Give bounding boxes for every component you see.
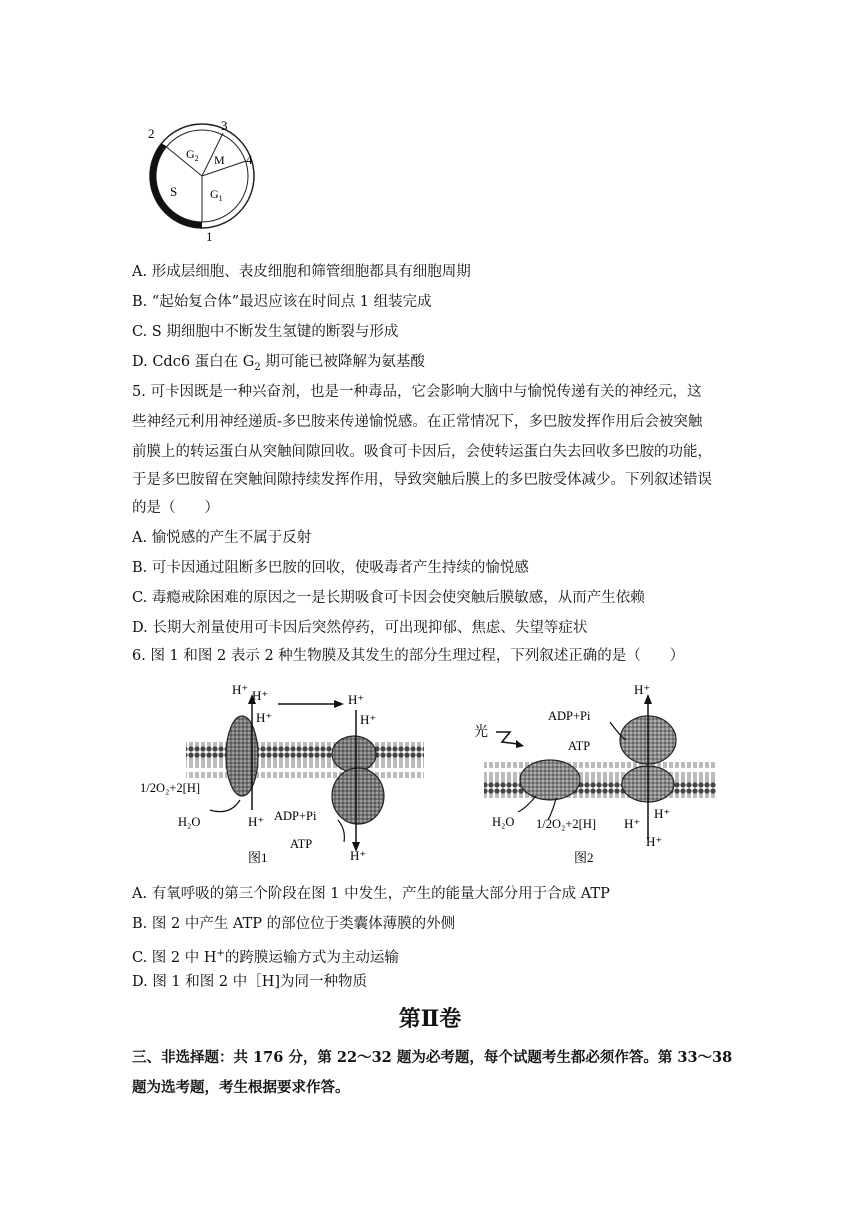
fig1-h2o: H₂O — [178, 815, 201, 829]
q4-option-a: A. 形成层细胞、表皮细胞和筛管细胞都具有细胞周期 — [132, 264, 471, 280]
fig1-hplus-2: H⁺ — [252, 688, 269, 703]
q4-option-b: B. “起始复合体”最迟应该在时间点 1 组装完成 — [132, 294, 432, 310]
fig1-o2: 1/2O₂+2[H] — [140, 781, 201, 795]
q5-stem-line3: 前膜上的转运蛋白从突触间隙回收。吸食可卡因后，会使转运蛋白失去回收多巴胺的功能， — [132, 444, 712, 460]
figure-2-membrane — [470, 680, 730, 870]
figure-1-membrane — [140, 680, 440, 870]
q5-stem-line4: 于是多巴胺留在突触间隙持续发挥作用，导致突触后膜上的多巴胺受体减少。下列叙述错误 — [132, 472, 712, 488]
fig2-hplus-3: H⁺ — [646, 834, 663, 849]
q6-c-post: 的跨膜运输方式为主动运输 — [224, 949, 399, 966]
q6-option-d: D. 图 1 和图 2 中［H]为同一种物质 — [132, 974, 368, 990]
q4-d-sub: 2 — [254, 361, 261, 373]
phase-m: M — [214, 153, 225, 167]
q4-d-post: 期可能已被降解为氨基酸 — [260, 354, 425, 370]
fig2-caption: 图2 — [574, 850, 594, 865]
q6-c-sup: + — [216, 948, 225, 959]
q5-option-c: C. 毒瘾戒除困难的原因之一是长期吸食可卡因会使突触后膜敏感，从而产生依赖 — [132, 590, 645, 606]
fig2-hplus-2: H⁺ — [654, 806, 671, 821]
section-title: 第Ⅱ卷 — [398, 1006, 462, 1032]
fig2-adp: ADP+Pi — [548, 709, 591, 723]
q5-stem-line2: 些神经元利用神经递质-多巴胺来传递愉悦感。在正常情况下，多巴胺发挥作用后会被突触 — [132, 414, 703, 430]
q5-stem-line5: 的是（ ） — [132, 500, 219, 516]
fig1-caption: 图1 — [248, 850, 268, 865]
fig1-hplus-1: H⁺ — [232, 682, 249, 697]
q5-option-b: B. 可卡因通过阻断多巴胺的回收，使吸毒者产生持续的愉悦感 — [132, 560, 529, 576]
q4-option-c: C. S 期细胞中不断发生氢键的断裂与形成 — [132, 324, 399, 340]
fig2-o2: 1/2O₂+2[H] — [536, 817, 597, 831]
fig1-atp: ATP — [290, 837, 313, 851]
q4-d-pre: D. Cdc6 蛋白在 G — [132, 354, 255, 370]
q6-option-a: A. 有氧呼吸的第三个阶段在图 1 中发生，产生的能量大部分用于合成 ATP — [132, 886, 610, 902]
fig1-hplus-3: H⁺ — [256, 710, 273, 725]
q5-stem-line1: 5. 可卡因既是一种兴奋剂，也是一种毒品，它会影响大脑中与愉悦传递有关的神经元，这 — [132, 384, 702, 400]
fig1-hplus-6: H⁺ — [248, 814, 265, 829]
fig2-hplus-top: H⁺ — [634, 682, 651, 697]
fig2-light: 光 — [474, 725, 488, 740]
fig2-atp: ATP — [568, 739, 591, 753]
phase-s: S — [170, 184, 178, 199]
phase-g2: $G_2$ — [186, 147, 199, 163]
q6-option-c — [132, 944, 399, 968]
section-instructions-line1: 三、非选择题：共 176 分，第 22～32 题为必考题，每个试题考生都必须作答。第 33～38 — [132, 1049, 733, 1066]
fig1-hplus-7: H⁺ — [350, 848, 367, 863]
cell-cycle-figure — [140, 118, 260, 244]
fig2-hplus-1: H⁺ — [624, 816, 641, 831]
q5-option-a: A. 愉悦感的产生不属于反射 — [132, 530, 312, 546]
q6-option-b: B. 图 2 中产生 ATP 的部位位于类囊体薄膜的外侧 — [132, 916, 456, 932]
label-2: 2 — [148, 126, 155, 141]
fig1-hplus-5: H⁺ — [360, 712, 377, 727]
fig1-adp: ADP+Pi — [274, 809, 317, 823]
q4-option-d — [132, 352, 425, 378]
q6-stem: 6. 图 1 和图 2 表示 2 种生物膜及其发生的部分生理过程，下列叙述正确的是（ ） — [132, 648, 685, 664]
label-1: 1 — [206, 229, 213, 244]
section-instructions-line2: 题为选考题，考生根据要求作答。 — [132, 1079, 350, 1096]
q5-option-d: D. 长期大剂量使用可卡因后突然停药，可出现抑郁、焦虑、失望等症状 — [132, 620, 588, 636]
label-4: 4 — [246, 152, 253, 167]
fig1-hplus-4: H⁺ — [348, 692, 365, 707]
phase-g1: $G_1$ — [210, 187, 223, 203]
label-3: 3 — [221, 118, 228, 133]
fig2-h2o: H₂O — [492, 815, 515, 829]
q6-c-pre: C. 图 2 中 H — [132, 949, 217, 966]
